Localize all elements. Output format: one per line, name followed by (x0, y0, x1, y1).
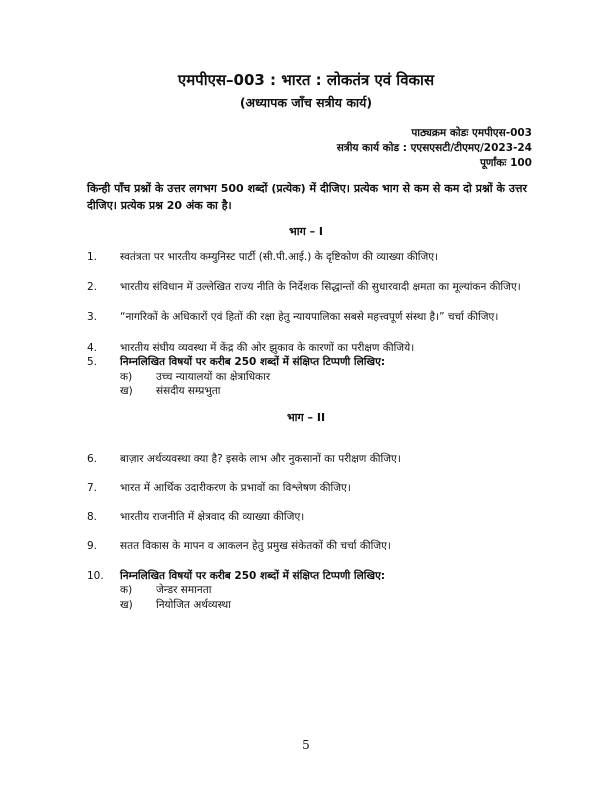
course-code: पाठ्यक्रम कोडः एमपीएस-003 (411, 127, 532, 139)
question-number: 9. (87, 540, 98, 552)
section-heading-part-2: भाग – II (286, 411, 326, 424)
question-text: सतत विकास के मापन व आकलन हेतु प्रमुख संकेतकों की चर्चा कीजिए। (120, 540, 391, 552)
question-text: भारतीय संघीय व्यवस्था में केंद्र की ओर झुकाव के कारणों का परीक्षण कीजिये। (120, 342, 415, 354)
subitem-text: संसदीय सम्प्रभुता (156, 385, 221, 397)
document-title: एमपीएस–003 : भारत : लोकतंत्र एवं विकास (177, 71, 435, 89)
document-subtitle: (अध्यापक जाँच सत्रीय कार्य) (239, 95, 373, 110)
question-text: भारत में आर्थिक उदारीकरण के प्रभावों का विश्लेषण कीजिए। (120, 482, 351, 494)
subitem-label: क) (120, 371, 133, 383)
question-text: भारतीय राजनीति में क्षेत्रवाद की व्याख्या कीजिए। (120, 511, 305, 523)
max-marks: पूर्णांकः 100 (479, 157, 532, 169)
question-text: स्वतंत्रता पर भारतीय कम्युनिस्ट पार्टी (सी.पी.आई.) के दृष्टिकोण की व्याख्या कीजिए। (120, 251, 439, 263)
question-number: 5. (87, 356, 98, 368)
question-text: “नागरिकों के अधिकारों एवं हितों की रक्षा हेतु न्यायपालिका सबसे महत्त्वपूर्ण संस्था है।” चर्चा कीजिए। (120, 311, 499, 323)
page-number: 5 (302, 738, 310, 752)
question-number: 3. (87, 311, 98, 323)
question-number: 7. (87, 482, 98, 494)
question-number: 4. (87, 342, 98, 354)
section-heading-part-1: भाग – I (288, 225, 324, 238)
subitem-text: जेन्डर समानता (156, 584, 212, 596)
subitem-label: क) (120, 584, 133, 596)
question-number: 1. (87, 251, 98, 263)
assignment-code: सत्रीय कार्य कोड : एएसएसटी/टीएमए/2023-24 (336, 142, 532, 154)
instructions: किन्ही पाँच प्रश्नों के उत्तर लगभग 500 शब्दों (प्रत्येक) में दीजिए। प्रत्येक भाग से कम से कम दो प्रश्नों के उत्तर दीजिए। प्रत्येक प्रश्न 20 अंक का है। (87, 182, 527, 212)
question-text: भारतीय संविधान में उल्लेखित राज्य नीति के निर्देशक सिद्धान्तों की सुधारवादी क्षमता का मूल्यांकन कीजिए। (120, 281, 521, 293)
question-number: 10. (87, 570, 104, 582)
question-number: 6. (87, 453, 98, 465)
subitem-label: ख) (120, 599, 133, 611)
question-text: निम्नलिखित विषयों पर करीब 250 शब्दों में संक्षिप्त टिप्पणी लिखिए: (120, 356, 386, 368)
question-number: 8. (87, 511, 98, 523)
subitem-label: ख) (120, 385, 133, 397)
subitem-text: उच्च न्यायालयों का क्षेत्राधिकार (156, 371, 271, 383)
question-number: 2. (87, 281, 98, 293)
subitem-text: नियोजित अर्थव्यस्था (156, 599, 231, 611)
question-text: निम्नलिखित विषयों पर करीब 250 शब्दों में संक्षिप्त टिप्पणी लिखिए: (120, 570, 386, 582)
question-text: बाज़ार अर्थव्यवस्था क्या है? इसके लाभ और नुकसानों का परीक्षण कीजिए। (120, 453, 401, 465)
